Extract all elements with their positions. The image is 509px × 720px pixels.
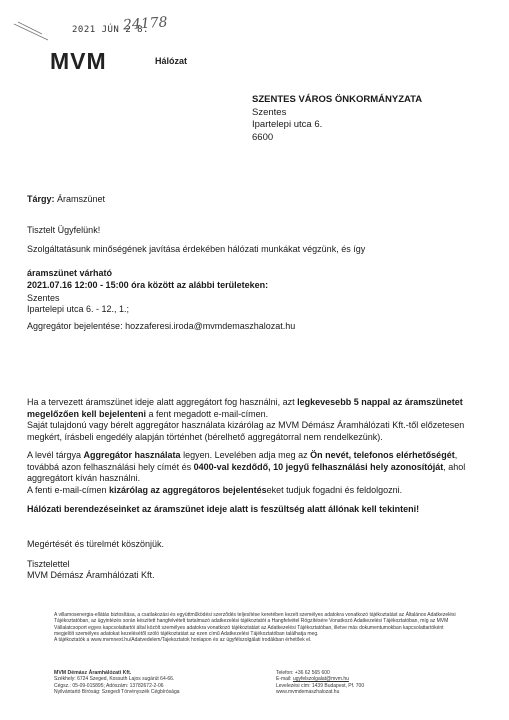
permission-paragraph: Saját tulajdonú vagy bérelt aggregátor használata kizárólag az MVM Démász Áramhálózati Kft.-től előzetesen megkért, írásbeli engedély alapján történhet (bérelhető aggregátorral nem rendelkezünk).: [27, 420, 465, 442]
recipient-zip: 6600: [252, 131, 274, 143]
contact-website[interactable]: www.mvmdemaszhalozat.hu: [276, 689, 340, 696]
received-date-stamp: 2021 JÚN 2 8.: [72, 25, 149, 35]
logo-subtitle: Hálózat: [155, 56, 188, 66]
aggregator-label: Aggregátor bejelentése:: [27, 321, 123, 331]
outage-location-city: Szentes: [27, 293, 60, 303]
company-name: MVM Démász Áramhálózati Kft.: [54, 670, 132, 676]
company-contacts: [276, 670, 426, 696]
svg-text:MVM: MVM: [50, 48, 107, 74]
aggregator-email: hozzaferesi.iroda@mvmdemaszhalozat.hu: [125, 321, 296, 331]
salutation: Tisztelt Ügyfelünk!: [27, 225, 101, 235]
p4-text-c: eket tudjuk fogadni és feldolgozni.: [266, 484, 403, 495]
p3-text-a: A levél tárgya: [27, 450, 84, 460]
handwritten-registry-number: 24178: [122, 14, 169, 34]
p3-text-e: , továbbá azon felhasználási hely címét és: [27, 450, 458, 472]
p1-emphasis: legkevesebb 5 nappal az áramszünetet megelőzően kell bejelenteni: [27, 397, 463, 419]
signature-line: MVM Démász Áramhálózati Kft.: [27, 570, 155, 580]
thanks-line: Megértését és türelmét köszönjük.: [27, 539, 165, 549]
contact-email-label: E-mail:: [276, 676, 293, 683]
subject-label: Tárgy:: [27, 194, 55, 204]
p3-subject: Aggregátor használata: [83, 450, 181, 460]
p3-contact: Ön nevét, telefonos elérhetőségét: [310, 450, 455, 460]
p3-text-g: , ahol aggregátort kíván használni.: [27, 461, 466, 483]
p4-text-a: A fenti e-mail-címen: [27, 484, 110, 495]
closing-line: Tisztelettel: [27, 559, 70, 569]
outage-heading: áramszünet várható: [27, 268, 113, 278]
handwritten-mark-icon: [12, 20, 52, 44]
recipient-city: Szentes: [252, 106, 287, 118]
email-instructions-paragraph: [27, 450, 477, 496]
p4-emphasis: kizárólag az aggregátoros bejelentés: [109, 484, 267, 495]
p1-text-a: Ha a tervezett áramszünet ideje alatt aggregátort fog használni, azt: [27, 397, 298, 407]
subject-text: Áramszünet: [57, 194, 106, 204]
recipient-name: SZENTES VÁROS ÖNKORMÁNYZATA: [252, 94, 423, 105]
aggregator-notice: [27, 321, 295, 333]
outage-time: 2021.07.16 12:00 - 15:00 óra között az alábbi területeken:: [27, 280, 269, 290]
mvm-logo-mark-icon: [50, 48, 150, 74]
contact-phone: Telefon: +36 62 565 600: [276, 670, 330, 676]
p3-text-c: legyen. Levelében adja meg az: [180, 450, 311, 460]
recipient-address: [252, 94, 422, 144]
letter-subject: [27, 194, 105, 206]
privacy-link-line: A tájékoztatók a www.mvmnext.hu/Adatvedelem/Tajekoztatok honlapon és az ügyfélszolgálati irodákban érhetőek el.: [54, 637, 312, 644]
safety-warning: Hálózati berendezéseinket az áramszünet ideje alatt is feszültség alatt állónak kell tekinteni!: [27, 504, 420, 514]
contact-email[interactable]: ugyfelszolgalat@mvm.hu: [292, 676, 349, 683]
aggregator-deadline-paragraph: [27, 397, 477, 443]
company-details: [54, 670, 234, 696]
p3-identifier: 0400-val kezdődő, 10 jegyű felhasználási hely azonosítóját: [193, 461, 444, 472]
contact-postal: Levelezési cím: 1439 Budapest, Pf. 700: [276, 682, 365, 689]
outage-location-street: Ipartelepi utca 6. - 12., 1.;: [27, 304, 130, 314]
intro-text: Szolgáltatásunk minőségének javítása érdekében hálózati munkákat végzünk, és így: [27, 244, 366, 254]
privacy-text: A villamosenergia-ellátás biztosítása, a csatlakozási és együttműködési szerződés teljesítése keretében kezelt személyes adatokra vonatkozó tájékoztatást az Általános Adatkezelési Tájékoztatóban, az ügyintézés során készített hangfelvételt tartalmazó adatkezelési tájékoztatót a Hangfelvétel Rögzítésére Vonatkozó Adatkezelési Tájékoztatóban, míg az MVM Vállalatcsoport egyes kapcsolattartói által közölt személyes adatokra vonatkozó tájékoztatást az Adatkezelési Tájékoztatóban, illetve más dokumentumokban kapcsolattartóként megjelölt személyes adatokat kezelésétől szóló tájékoztatást az ezen című Adatkezelési Tájékoztatóban találhatja meg.: [54, 612, 456, 637]
company-registration: Cégsz.: 05-09-015895; Adószám: 13782672-2-06: [54, 682, 164, 689]
p1-text-c: a fent megadott e-mail-címen.: [146, 408, 269, 419]
company-seat: Székhely: 6724 Szeged, Kossuth Lajos sugárút 64-66.: [54, 676, 175, 683]
recipient-street: Ipartelepi utca 6.: [252, 119, 323, 130]
privacy-notice: [54, 612, 464, 643]
company-court: Nyilvántartó Bíróság: Szegedi Törvényszék Cégbírósága: [54, 689, 180, 696]
